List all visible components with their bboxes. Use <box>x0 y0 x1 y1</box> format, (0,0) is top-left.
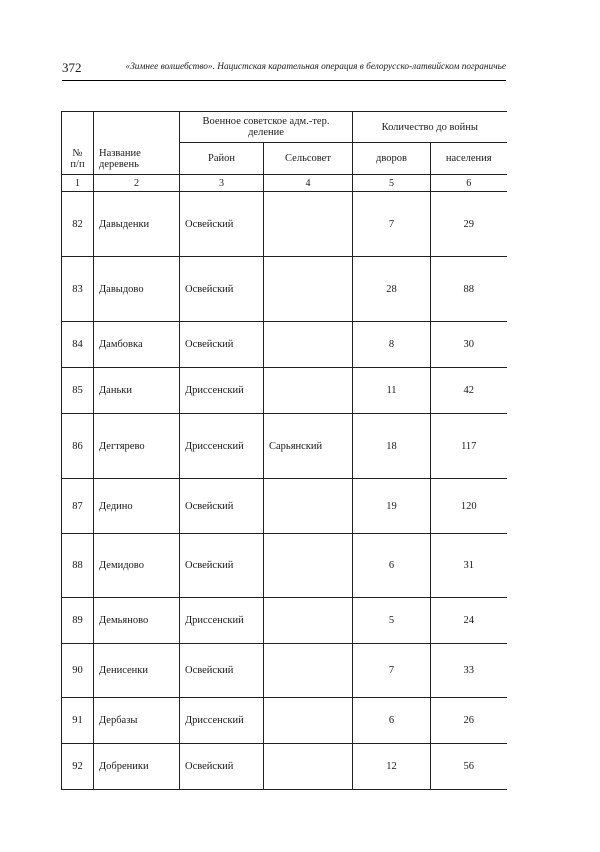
row-council <box>264 534 353 598</box>
row-district: Освейский <box>180 322 264 368</box>
row-name: Денисенки <box>94 644 180 698</box>
row-num: 91 <box>62 698 94 744</box>
page-number: 372 <box>62 60 82 75</box>
row-name: Дедино <box>94 479 180 534</box>
column-number: 5 <box>353 175 431 192</box>
row-council <box>264 698 353 744</box>
row-name: Давыдово <box>94 257 180 322</box>
row-population: 33 <box>431 644 507 698</box>
row-num: 92 <box>62 744 94 790</box>
row-district: Освейский <box>180 644 264 698</box>
row-num: 89 <box>62 598 94 644</box>
table-row <box>62 192 507 257</box>
row-num: 85 <box>62 368 94 414</box>
row-district: Освейский <box>180 479 264 534</box>
row-households: 11 <box>353 368 431 414</box>
table-row <box>62 534 507 598</box>
row-name: Демьяново <box>94 598 180 644</box>
row-num: 83 <box>62 257 94 322</box>
row-population: 42 <box>431 368 507 414</box>
row-name: Добреники <box>94 744 180 790</box>
row-households: 8 <box>353 322 431 368</box>
row-name: Дегтярево <box>94 414 180 479</box>
table-row <box>62 322 507 368</box>
row-district: Дриссенский <box>180 368 264 414</box>
row-population: 29 <box>431 192 507 257</box>
row-council <box>264 368 353 414</box>
row-council <box>264 744 353 790</box>
row-num: 87 <box>62 479 94 534</box>
row-households: 18 <box>353 414 431 479</box>
row-households: 7 <box>353 644 431 698</box>
row-name: Давыденки <box>94 192 180 257</box>
column-number: 3 <box>180 175 264 192</box>
header-population: населения <box>431 143 507 175</box>
row-name: Демидово <box>94 534 180 598</box>
table-row <box>62 698 507 744</box>
row-households: 5 <box>353 598 431 644</box>
header-village-council: Сельсовет <box>264 143 353 175</box>
running-title: «Зимнее волшебство». Нацистская карательная операция в белорусско-латвийском пограничье <box>125 62 506 72</box>
row-households: 28 <box>353 257 431 322</box>
row-households: 6 <box>353 534 431 598</box>
row-council <box>264 257 353 322</box>
row-district: Дриссенский <box>180 414 264 479</box>
header-num: № п/п <box>62 112 94 175</box>
row-council <box>264 644 353 698</box>
row-num: 82 <box>62 192 94 257</box>
row-population: 88 <box>431 257 507 322</box>
page-header <box>62 60 506 81</box>
row-name: Даньки <box>94 368 180 414</box>
villages-table <box>61 111 507 790</box>
row-households: 6 <box>353 698 431 744</box>
row-num: 84 <box>62 322 94 368</box>
row-district: Дриссенский <box>180 598 264 644</box>
row-num: 86 <box>62 414 94 479</box>
row-council: Сарьянский <box>264 414 353 479</box>
table-row <box>62 368 507 414</box>
row-population: 31 <box>431 534 507 598</box>
table-row <box>62 598 507 644</box>
row-households: 7 <box>353 192 431 257</box>
header-prewar-group: Количество до войны <box>353 112 507 143</box>
table-row <box>62 479 507 534</box>
row-council <box>264 322 353 368</box>
header-name: Название деревень <box>94 112 180 175</box>
table-row <box>62 744 507 790</box>
row-num: 88 <box>62 534 94 598</box>
row-council <box>264 192 353 257</box>
header-households: дворов <box>353 143 431 175</box>
table-row <box>62 644 507 698</box>
column-number: 4 <box>264 175 353 192</box>
row-council <box>264 598 353 644</box>
row-num: 90 <box>62 644 94 698</box>
row-district: Дриссенский <box>180 698 264 744</box>
row-name: Дербазы <box>94 698 180 744</box>
row-district: Освейский <box>180 534 264 598</box>
table-row <box>62 414 507 479</box>
header-district: Район <box>180 143 264 175</box>
row-population: 117 <box>431 414 507 479</box>
column-number: 6 <box>431 175 507 192</box>
row-district: Освейский <box>180 744 264 790</box>
row-population: 24 <box>431 598 507 644</box>
row-council <box>264 479 353 534</box>
row-district: Освейский <box>180 257 264 322</box>
row-population: 30 <box>431 322 507 368</box>
row-households: 19 <box>353 479 431 534</box>
header-division-group: Военное советское адм.-тер. деление <box>180 112 353 143</box>
row-households: 12 <box>353 744 431 790</box>
column-number: 2 <box>94 175 180 192</box>
row-population: 56 <box>431 744 507 790</box>
row-population: 120 <box>431 479 507 534</box>
row-district: Освейский <box>180 192 264 257</box>
row-name: Дамбовка <box>94 322 180 368</box>
row-population: 26 <box>431 698 507 744</box>
column-number: 1 <box>62 175 94 192</box>
table-row <box>62 257 507 322</box>
